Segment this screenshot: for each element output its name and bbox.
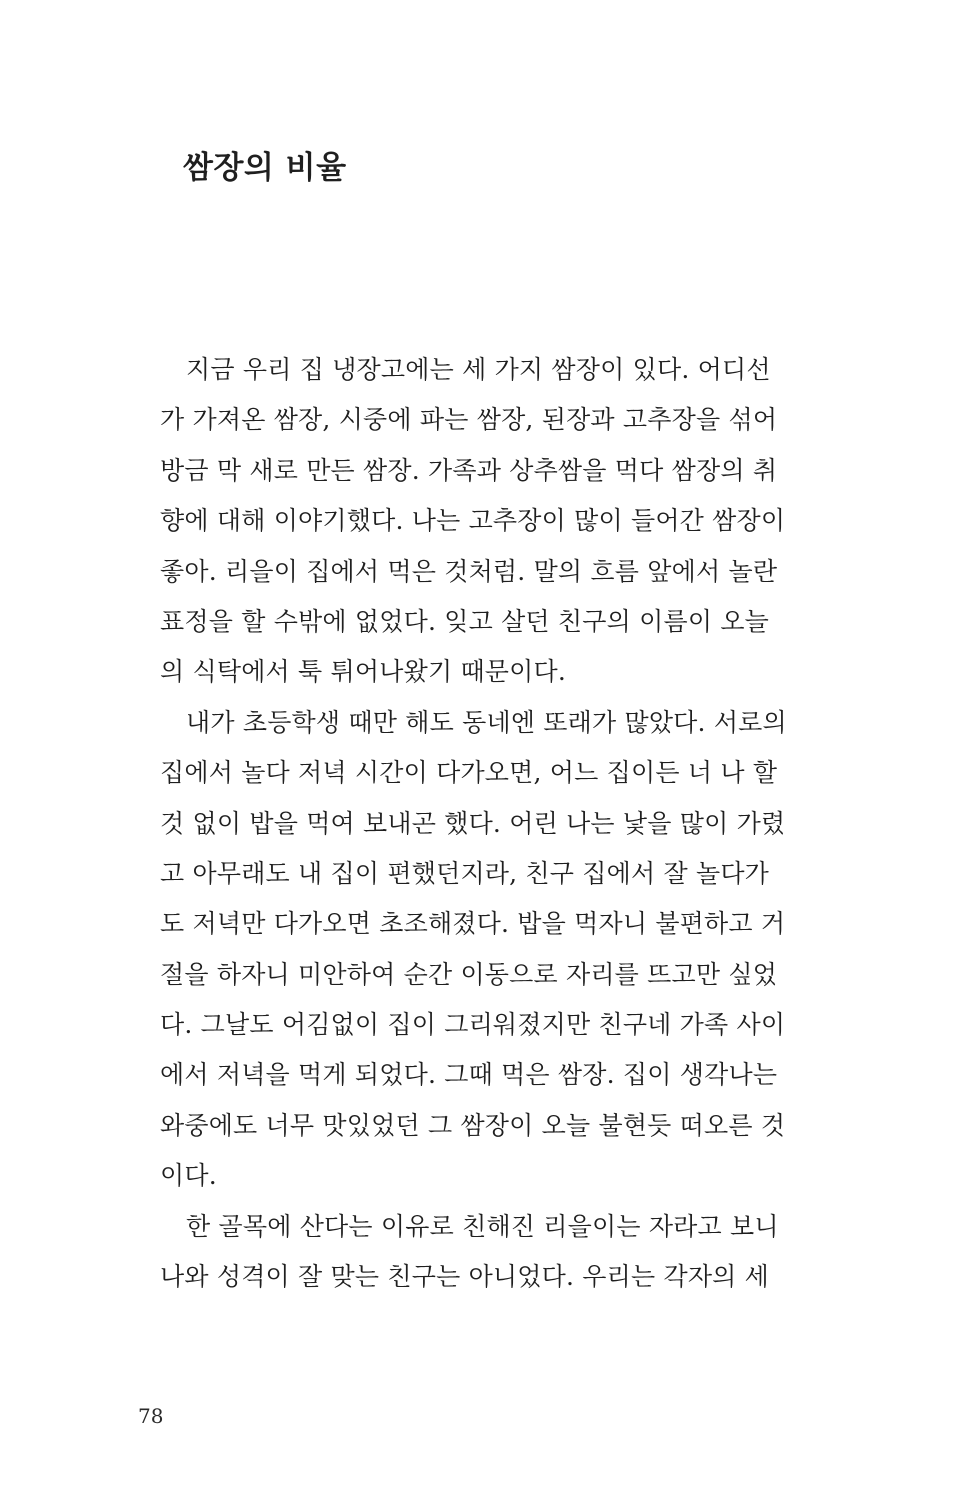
text-line: 내가 초등학생 때만 해도 동네엔 또래가 많았다. 서로의 [186, 707, 787, 737]
text-line: 지금 우리 집 냉장고에는 세 가지 쌈장이 있다. 어디선 [186, 355, 771, 384]
text-line: 의 식탁에서 툭 튀어나왔기 때문이다. [160, 657, 566, 687]
text-line: 고 아무래도 내 집이 편했던지라, 친구 집에서 잘 놀다가 [160, 858, 770, 888]
text-line: 절을 하자니 미안하여 순간 이동으로 자리를 뜨고만 싶었 [160, 959, 778, 989]
text-line: 이다. [160, 1161, 217, 1191]
text-line: 방금 막 새로 만든 쌈장. 가족과 상추쌈을 먹다 쌈장의 취 [160, 455, 778, 485]
text-line: 다. 그날도 어김없이 집이 그리워졌지만 친구네 가족 사이 [160, 1010, 786, 1040]
text-line: 표정을 할 수밖에 없었다. 잊고 살던 친구의 이름이 오늘 [160, 606, 770, 636]
text-line: 집에서 놀다 저녁 시간이 다가오면, 어느 집이든 너 나 할 [160, 758, 778, 788]
text-line: 향에 대해 이야기했다. 나는 고추장이 많이 들어간 쌈장이 [160, 506, 786, 536]
text-line: 와중에도 너무 맛있었던 그 쌈장이 오늘 불현듯 떠오른 것 [160, 1110, 786, 1140]
body-text [160, 345, 787, 1302]
text-line: 한 골목에 산다는 이유로 친해진 리을이는 자라고 보니 [186, 1211, 779, 1241]
text-line: 도 저녁만 다가오면 초조해졌다. 밥을 먹자니 불편하고 거 [160, 909, 786, 939]
text-line: 에서 저녁을 먹게 되었다. 그때 먹은 쌈장. 집이 생각나는 [160, 1060, 778, 1090]
text-line: 가 가져온 쌈장, 시중에 파는 쌈장, 된장과 고추장을 섞어 [160, 405, 778, 435]
text-line: 좋아. 리을이 집에서 먹은 것처럼. 말의 흐름 앞에서 놀란 [160, 556, 778, 586]
text-line: 나와 성격이 잘 맞는 친구는 아니었다. 우리는 각자의 세 [160, 1262, 770, 1292]
page-number: 78 [138, 1404, 164, 1428]
chapter-title: 쌈장의 비율 [183, 150, 347, 186]
text-line: 것 없이 밥을 먹여 보내곤 했다. 어린 나는 낯을 많이 가렸 [160, 808, 786, 838]
